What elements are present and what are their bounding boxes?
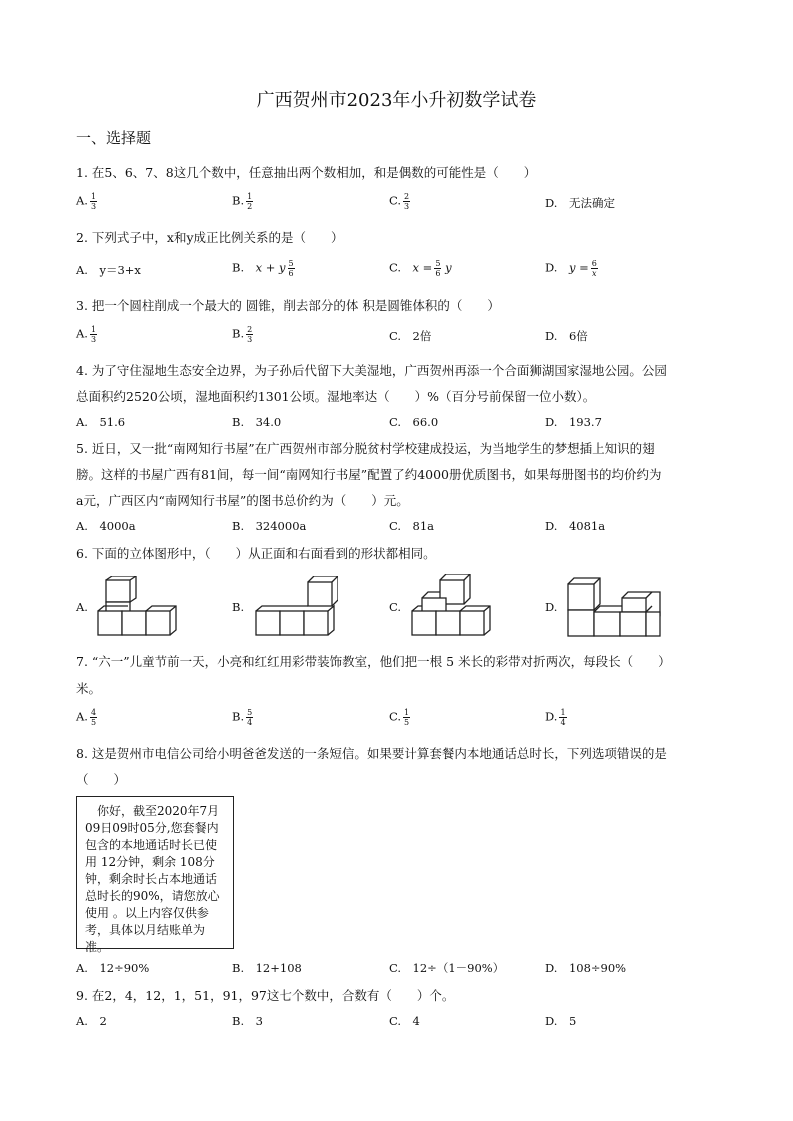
q1-option-a[interactable]: A. $\frac{1}{3}$ xyxy=(76,192,97,211)
fraction: $\frac{1}{4}$ xyxy=(560,708,566,727)
q3-option-c[interactable]: C. 2倍 xyxy=(389,329,432,343)
q7-option-a[interactable]: A. $\frac{4}{5}$ xyxy=(76,708,97,727)
q8-option-d[interactable]: D. 108÷90% xyxy=(545,961,627,975)
q5-option-b[interactable]: B. 324000a xyxy=(232,519,307,533)
q8-option-c[interactable]: C. 12÷（1－90%） xyxy=(389,961,505,975)
q5-option-c[interactable]: C. 81a xyxy=(389,519,435,533)
q9-option-d[interactable]: D. 5 xyxy=(545,1014,577,1028)
q4-option-d[interactable]: D. 193.7 xyxy=(545,415,602,429)
q1-option-b[interactable]: B. $\frac{1}{2}$ xyxy=(232,192,253,211)
q9-option-b[interactable]: B. 3 xyxy=(232,1014,263,1028)
q5-option-a[interactable]: A. 4000a xyxy=(76,519,136,533)
q7-option-b[interactable]: B. $\frac{5}{4}$ xyxy=(232,708,253,727)
q7-option-d[interactable]: D. $\frac{1}{4}$ xyxy=(545,708,566,727)
q5-option-d[interactable]: D. 4081a xyxy=(545,519,606,533)
question-8-line-2: （ ） xyxy=(76,772,127,787)
page-title: 广西贺州市2023年小升初数学试卷 xyxy=(256,90,537,111)
question-4-line-1: 4. 为了守住湿地生态安全边界，为子孙后代留下大美湿地，广西贺州再添一个合面狮湖国家湿地公园。公园 xyxy=(76,363,667,378)
cube-figure-c xyxy=(408,574,494,638)
q3-option-b[interactable]: B. $\frac{2}{3}$ xyxy=(232,325,253,344)
question-6-stem: 6. 下面的立体图形中，（ ）从正面和右面看到的形状都相同。 xyxy=(76,546,436,561)
q4-option-c[interactable]: C. 66.0 xyxy=(389,415,439,429)
q6-option-d[interactable]: D. xyxy=(545,600,558,614)
question-5-line-1: 5. 近日，又一批“南网知行书屋”在广西贺州市部分脱贫村学校建成投运，为当地学生的梦想插上知识的翅 xyxy=(76,441,655,456)
sms-text: 你好，截至2020年7月09日09时05分,您套餐内包含的本地通话时长已使用 12分钟，剩余 108分钟，剩余时长占本地通话总时长的90%，请您放心使用 。以上内容仅供参考，具体以月结账单为准。 xyxy=(85,804,220,954)
q8-option-b[interactable]: B. 12+108 xyxy=(232,961,302,975)
question-8-line-1: 8. 这是贺州市电信公司给小明爸爸发送的一条短信。如果要计算套餐内本地通话总时长，下列选项错误的是 xyxy=(76,746,667,761)
q3-option-a[interactable]: A. $\frac{1}{3}$ xyxy=(76,325,97,344)
q1-option-d[interactable]: D. 无法确定 xyxy=(545,196,615,210)
q2-option-c[interactable]: C. 𝑥 = $\frac{5}{6}$ 𝑦 xyxy=(389,259,452,278)
question-7-line-2: 米。 xyxy=(76,681,102,696)
fraction: $\frac{5}{4}$ xyxy=(247,708,253,727)
question-9-stem: 9. 在2，4，12，1，51，91，97这七个数中，合数有（ ）个。 xyxy=(76,988,455,1003)
fraction: $\frac{1}{3}$ xyxy=(90,192,97,211)
fraction: $\frac{5}{6}$ xyxy=(435,259,441,278)
cube-figure-c-drawing xyxy=(412,574,490,635)
cube-figure-a-drawing xyxy=(98,576,176,635)
q3-option-d[interactable]: D. 6倍 xyxy=(545,329,588,343)
q6-option-a[interactable]: A. xyxy=(76,600,88,614)
q9-option-c[interactable]: C. 4 xyxy=(389,1014,420,1028)
question-1-stem: 1. 在5、6、7、8这几个数中，任意抽出两个数相加，和是偶数的可能性是（ ） xyxy=(76,165,537,180)
question-3-stem: 3. 把一个圆柱削成一个最大的 圆锥，削去部分的体 积是圆锥体积的（ ） xyxy=(76,298,500,313)
q8-option-a[interactable]: A. 12÷90% xyxy=(76,961,150,975)
fraction: $\frac{1}{2}$ xyxy=(247,192,253,211)
q1-option-c[interactable]: C. $\frac{2}{3}$ xyxy=(389,192,410,211)
fraction: $\frac{6}{\text{𝑥}}$ xyxy=(591,259,597,278)
cube-figure-d xyxy=(566,574,666,638)
q9-option-a[interactable]: A. 2 xyxy=(76,1014,107,1028)
q4-option-a[interactable]: A. 51.6 xyxy=(76,415,126,429)
question-4-line-2: 总面积约2520公顷，湿地面积约1301公顷。湿地率达（ ）%（百分号前保留一位小数）。 xyxy=(76,389,596,404)
section-heading: 一、选择题 xyxy=(76,129,152,147)
question-7-line-1: 7. “六一”儿童节前一天，小亮和红红用彩带装饰教室，他们把一根 5 米长的彩带对折两次，每段长（ ） xyxy=(76,654,671,669)
fraction: $\frac{5}{6}$ xyxy=(288,259,294,278)
q2-option-d[interactable]: D. 𝑦 = $\frac{6}{\text{𝑥}}$ xyxy=(545,259,597,278)
q2-option-b[interactable]: B. 𝑥 + 𝑦 $\frac{5}{6}$ xyxy=(232,259,294,278)
q4-option-b[interactable]: B. 34.0 xyxy=(232,415,282,429)
question-5-line-3: a元，广西区内“南网知行书屋”的图书总价约为（ ）元。 xyxy=(76,493,409,508)
q6-option-b[interactable]: B. xyxy=(232,600,245,614)
sms-message-box xyxy=(76,796,234,954)
cube-figure-d-drawing xyxy=(568,578,660,636)
fraction: $\frac{1}{5}$ xyxy=(404,708,410,727)
q7-option-c[interactable]: C. $\frac{1}{5}$ xyxy=(389,708,410,727)
cube-figure-b xyxy=(252,576,338,638)
fraction: $\frac{2}{3}$ xyxy=(247,325,253,344)
fraction: $\frac{2}{3}$ xyxy=(404,192,410,211)
fraction: $\frac{4}{5}$ xyxy=(90,708,97,727)
question-2-stem: 2. 下列式子中，x和y成正比例关系的是（ ） xyxy=(76,230,344,245)
question-5-line-2: 膀。这样的书屋广西有81间，每一间“南网知行书屋”配置了约4000册优质图书，如果每册图书的均价约为 xyxy=(76,467,662,482)
fraction: $\frac{1}{3}$ xyxy=(90,325,97,344)
cube-figure-a xyxy=(94,576,180,638)
q2-option-a[interactable]: A. y＝3+x xyxy=(76,263,141,277)
q6-option-c[interactable]: C. xyxy=(389,600,402,614)
cube-figure-b-drawing xyxy=(256,576,338,635)
